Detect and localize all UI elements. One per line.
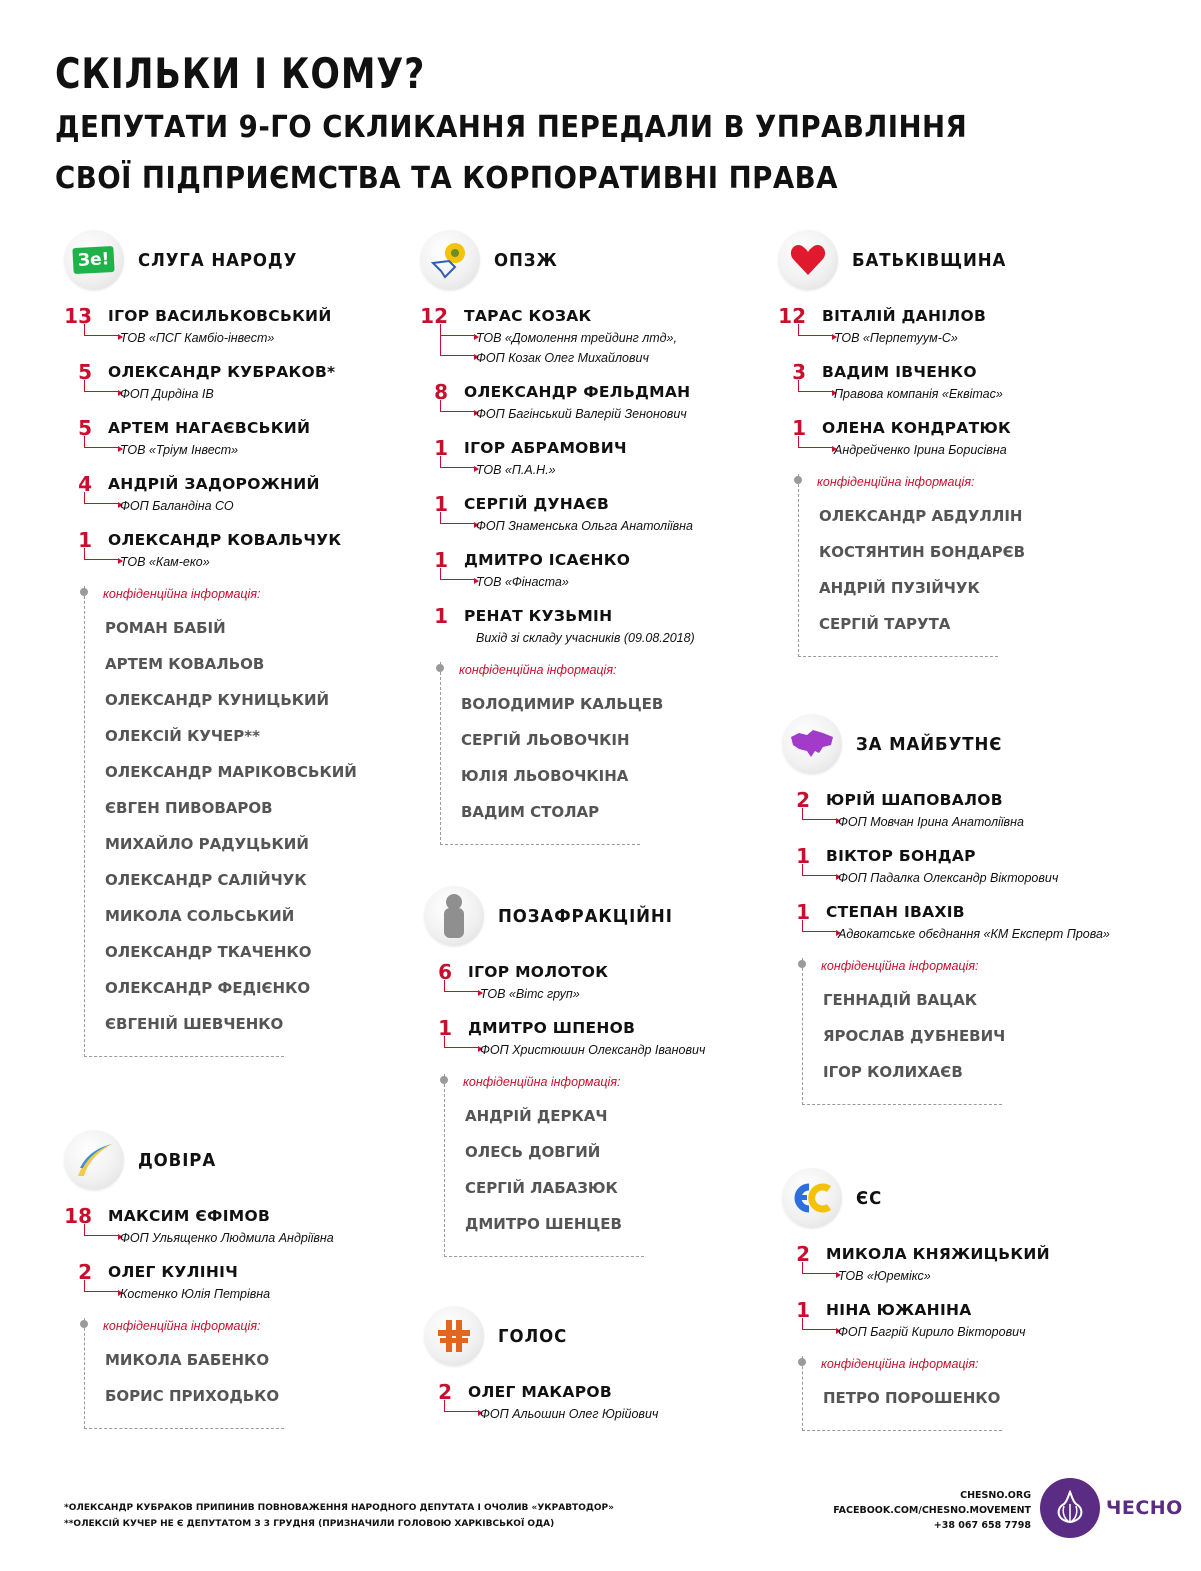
title-block bbox=[55, 48, 1047, 202]
company-name: Андрейченко Ірина Борисівна bbox=[834, 443, 1007, 457]
company-name: ФОП Козак Олег Михайлович bbox=[476, 351, 649, 365]
party-sluha-narodu bbox=[64, 228, 424, 1057]
deputy-entry bbox=[424, 1382, 784, 1424]
contacts bbox=[833, 1488, 1031, 1533]
footnotes bbox=[64, 1500, 614, 1532]
transfer-count: 3 bbox=[792, 360, 806, 384]
company-name: ТОВ «Перпетуум-С» bbox=[834, 331, 958, 345]
confidential-deputy-name: МИКОЛА БАБЕНКО bbox=[105, 1351, 270, 1369]
holos-hash-icon bbox=[424, 1306, 484, 1366]
confidential-deputy-name: ГЕННАДІЙ ВАЦАК bbox=[823, 991, 978, 1009]
transfer-count: 12 bbox=[420, 304, 448, 328]
deputy-name: СЕРГІЙ ДУНАЄВ bbox=[464, 495, 610, 513]
confidential-label: конфіденційна інформація: bbox=[459, 663, 617, 677]
company-name: Правова компанія «Еквітас» bbox=[834, 387, 1003, 401]
deputy-entry bbox=[420, 438, 780, 480]
page-subtitle-line-1: ДЕПУТАТИ 9-ГО СКЛИКАННЯ ПЕРЕДАЛИ В УПРАВЛІННЯ bbox=[55, 110, 968, 145]
company-name: ФОП Знаменська Ольга Анатоліївна bbox=[476, 519, 693, 533]
party-es bbox=[782, 1166, 1142, 1431]
deputy-entry bbox=[420, 494, 780, 536]
party-opzzh bbox=[420, 228, 780, 845]
deputy-name: ДМИТРО ШПЕНОВ bbox=[468, 1019, 636, 1037]
facebook-link[interactable]: FACEBOOK.COM/CHESNO.MOVEMENT bbox=[833, 1505, 1031, 1516]
confidential-deputy-name: ОЛЕКСАНДР АБДУЛЛІН bbox=[819, 507, 1023, 525]
company-name: ТОВ «Вітс груп» bbox=[480, 987, 580, 1001]
party-name: ЗА МАЙБУТНЄ bbox=[856, 733, 1003, 755]
confidential-deputy-name: МИКОЛА СОЛЬСЬКИЙ bbox=[105, 907, 295, 925]
footnote: *ОЛЕКСАНДР КУБРАКОВ ПРИПИНИВ ПОВНОВАЖЕННЯ НАРОДНОГО ДЕПУТАТА І ОЧОЛИВ «УКРАВТОДОР» bbox=[64, 1503, 614, 1513]
bullet-dot-icon bbox=[798, 960, 806, 968]
confidential-deputy-name: СЕРГІЙ ЛЬОВОЧКІН bbox=[461, 731, 630, 749]
confidential-deputy-name: БОРИС ПРИХОДЬКО bbox=[105, 1387, 280, 1405]
confidential-section bbox=[802, 958, 1006, 1105]
bullet-dot-icon bbox=[798, 1358, 806, 1366]
confidential-label: конфіденційна інформація: bbox=[821, 959, 979, 973]
footnote: **ОЛЕКСІЙ КУЧЕР НЕ Є ДЕПУТАТОМ З 3 ГРУДНЯ (ПРИЗНАЧИЛИ ГОЛОВОЮ ХАРКІВСЬКОЇ ОДА) bbox=[64, 1519, 555, 1529]
deputy-entry bbox=[424, 962, 784, 1004]
transfer-count: 1 bbox=[434, 604, 448, 628]
confidential-label: конфіденційна інформація: bbox=[817, 475, 975, 489]
confidential-section bbox=[84, 1318, 284, 1429]
company-name: ФОП Багінський Валерій Зенонович bbox=[476, 407, 687, 421]
deputy-entry bbox=[64, 1262, 424, 1304]
deputy-entry bbox=[420, 306, 780, 368]
website-link[interactable]: CHESNO.ORG bbox=[960, 1490, 1031, 1501]
transfer-count: 13 bbox=[64, 304, 92, 328]
confidential-deputy-name: АНДРІЙ ПУЗІЙЧУК bbox=[819, 579, 980, 597]
confidential-deputy-name: ОЛЕКСАНДР САЛІЙЧУК bbox=[105, 871, 307, 889]
transfer-count: 1 bbox=[792, 416, 806, 440]
deputy-entry bbox=[64, 418, 424, 460]
deputy-entry bbox=[782, 902, 1142, 944]
confidential-deputy-name: МИХАЙЛО РАДУЦЬКИЙ bbox=[105, 835, 309, 853]
sunflower-dove-icon bbox=[420, 230, 480, 290]
party-batkivshchyna bbox=[778, 228, 1138, 657]
deputy-entry bbox=[778, 306, 1138, 348]
confidential-deputy-name: ОЛЕКСАНДР МАРІКОВСЬКИЙ bbox=[105, 763, 357, 781]
transfer-count: 5 bbox=[78, 416, 92, 440]
company-name: ТОВ «П.А.Н.» bbox=[476, 463, 556, 477]
company-name: ФОП Ульященко Людмила Андріївна bbox=[120, 1231, 334, 1245]
confidential-label: конфіденційна інформація: bbox=[463, 1075, 621, 1089]
party-holos bbox=[424, 1304, 784, 1438]
confidential-label: конфіденційна інформація: bbox=[103, 587, 261, 601]
company-name: ТОВ «Юремікс» bbox=[838, 1269, 931, 1283]
confidential-deputy-name: СЕРГІЙ ТАРУТА bbox=[819, 615, 951, 633]
ze-logo-text: Зе! bbox=[73, 246, 116, 274]
confidential-section bbox=[798, 474, 1026, 657]
confidential-deputy-name: ПЕТРО ПОРОШЕНКО bbox=[823, 1389, 1001, 1407]
party-name: ЄС bbox=[856, 1187, 883, 1209]
heart-icon bbox=[778, 230, 838, 290]
transfer-count: 2 bbox=[78, 1260, 92, 1284]
party-name: ГОЛОС bbox=[498, 1325, 568, 1347]
party-pozafraktsiini bbox=[424, 884, 784, 1257]
confidential-label: конфіденційна інформація: bbox=[103, 1319, 261, 1333]
transfer-count: 6 bbox=[438, 960, 452, 984]
deputy-name: ВІКТОР БОНДАР bbox=[826, 847, 976, 865]
confidential-deputy-name: ЯРОСЛАВ ДУБНЕВИЧ bbox=[823, 1027, 1006, 1045]
company-name: Адвокатське обєднання «КМ Експерт Прова» bbox=[838, 927, 1110, 941]
company-name: ФОП Падалка Олександр Вікторович bbox=[838, 871, 1059, 885]
deputy-name: МИКОЛА КНЯЖИЦЬКИЙ bbox=[826, 1245, 1050, 1263]
deputy-entry bbox=[420, 550, 780, 592]
deputy-name: ОЛЕГ МАКАРОВ bbox=[468, 1383, 612, 1401]
deputy-name: АНДРІЙ ЗАДОРОЖНИЙ bbox=[108, 475, 320, 493]
transfer-count: 1 bbox=[78, 528, 92, 552]
deputy-name: МАКСИМ ЄФІМОВ bbox=[108, 1207, 271, 1225]
company-name: ТОВ «Фінаста» bbox=[476, 575, 569, 589]
confidential-deputy-name: ДМИТРО ШЕНЦЕВ bbox=[465, 1215, 622, 1233]
brand-name: ЧЕСНО bbox=[1106, 1497, 1183, 1519]
deputy-name: АРТЕМ НАГАЄВСЬКИЙ bbox=[108, 419, 311, 437]
confidential-section bbox=[802, 1356, 1002, 1431]
confidential-deputy-name: ЄВГЕНІЙ ШЕВЧЕНКО bbox=[105, 1015, 284, 1033]
deputy-name: РЕНАТ КУЗЬМІН bbox=[464, 607, 613, 625]
page-title: СКІЛЬКИ І КОМУ? bbox=[55, 49, 426, 98]
confidential-deputy-name: КОСТЯНТИН БОНДАРЄВ bbox=[819, 543, 1026, 561]
deputy-entry bbox=[64, 362, 424, 404]
deputy-name: ОЛЕНА КОНДРАТЮК bbox=[822, 419, 1011, 437]
transfer-count: 1 bbox=[438, 1016, 452, 1040]
bullet-dot-icon bbox=[794, 476, 802, 484]
deputy-entry bbox=[782, 1244, 1142, 1286]
confidential-deputy-name: ОЛЕКСІЙ КУЧЕР** bbox=[105, 727, 260, 745]
ukraine-map-icon bbox=[782, 714, 842, 774]
deputy-entry bbox=[420, 606, 780, 648]
company-name: ТОВ «Тріум Інвест» bbox=[120, 443, 239, 457]
party-name: ДОВІРА bbox=[138, 1149, 217, 1171]
garlic-logo-icon bbox=[1040, 1478, 1100, 1538]
es-logo-icon bbox=[782, 1168, 842, 1228]
deputy-name: ЮРІЙ ШАПОВАЛОВ bbox=[826, 791, 1003, 809]
transfer-count: 2 bbox=[796, 1242, 810, 1266]
deputy-entry bbox=[782, 846, 1142, 888]
transfer-count: 4 bbox=[78, 472, 92, 496]
deputy-entry bbox=[64, 474, 424, 516]
deputy-name: ТАРАС КОЗАК bbox=[464, 307, 592, 325]
bullet-dot-icon bbox=[80, 588, 88, 596]
confidential-section bbox=[84, 586, 357, 1057]
deputy-entry bbox=[782, 1300, 1142, 1342]
confidential-deputy-name: АРТЕМ КОВАЛЬОВ bbox=[105, 655, 265, 673]
confidential-deputy-name: ЄВГЕН ПИВОВАРОВ bbox=[105, 799, 273, 817]
bullet-dot-icon bbox=[440, 1076, 448, 1084]
deputy-name: СТЕПАН ІВАХІВ bbox=[826, 903, 965, 921]
deputy-entry bbox=[64, 530, 424, 572]
transfer-count: 1 bbox=[434, 436, 448, 460]
confidential-section bbox=[444, 1074, 644, 1257]
confidential-deputy-name: ІГОР КОЛИХАЄВ bbox=[823, 1063, 963, 1081]
page-subtitle-line-2: СВОЇ ПІДПРИЄМСТВА ТА КОРПОРАТИВНІ ПРАВА bbox=[55, 161, 838, 196]
confidential-deputy-name: ВОЛОДИМИР КАЛЬЦЕВ bbox=[461, 695, 664, 713]
company-name: ТОВ «Кам-еко» bbox=[120, 555, 210, 569]
transfer-count: 5 bbox=[78, 360, 92, 384]
confidential-deputy-name: СЕРГІЙ ЛАБАЗЮК bbox=[465, 1179, 618, 1197]
transfer-count: 18 bbox=[64, 1204, 92, 1228]
transfer-count: 1 bbox=[796, 900, 810, 924]
confidential-deputy-name: ЮЛІЯ ЛЬОВОЧКІНА bbox=[461, 767, 629, 785]
confidential-section bbox=[440, 662, 664, 845]
deputy-entry bbox=[420, 382, 780, 424]
deputy-entry bbox=[778, 362, 1138, 404]
transfer-count: 2 bbox=[796, 788, 810, 812]
confidential-deputy-name: АНДРІЙ ДЕРКАЧ bbox=[465, 1107, 608, 1125]
deputy-name: ОЛЕКСАНДР КУБРАКОВ* bbox=[108, 363, 336, 381]
confidential-deputy-name: ОЛЕКСАНДР ФЕДІЄНКО bbox=[105, 979, 311, 997]
deputy-name: ОЛЕКСАНДР ФЕЛЬДМАН bbox=[464, 383, 691, 401]
transfer-count: 1 bbox=[434, 492, 448, 516]
deputy-entry bbox=[64, 1206, 424, 1248]
deputy-name: ІГОР ВАСИЛЬКОВСЬКИЙ bbox=[108, 307, 332, 325]
deputy-entry bbox=[424, 1018, 784, 1060]
transfer-count: 1 bbox=[796, 1298, 810, 1322]
transfer-count: 12 bbox=[778, 304, 806, 328]
deputy-name: ІГОР АБРАМОВИЧ bbox=[464, 439, 627, 457]
company-name: Костенко Юлія Петрівна bbox=[120, 1287, 271, 1301]
ze-logo-icon bbox=[64, 230, 124, 290]
deputy-entry bbox=[778, 418, 1138, 460]
deputy-name: ДМИТРО ІСАЄНКО bbox=[464, 551, 631, 569]
deputy-name: ОЛЕКСАНДР КОВАЛЬЧУК bbox=[108, 531, 342, 549]
deputy-entry bbox=[64, 306, 424, 348]
bullet-dot-icon bbox=[80, 1320, 88, 1328]
dovira-swoosh-icon bbox=[64, 1130, 124, 1190]
company-name: ФОП Мовчан Ірина Анатоліївна bbox=[838, 815, 1024, 829]
confidential-deputy-name: РОМАН БАБІЙ bbox=[105, 619, 226, 637]
party-name: БАТЬКІВЩИНА bbox=[852, 249, 1007, 271]
confidential-deputy-name: ОЛЕКСАНДР КУНИЦЬКИЙ bbox=[105, 691, 330, 709]
deputy-name: ВАДИМ ІВЧЕНКО bbox=[822, 363, 977, 381]
deputy-entry bbox=[782, 790, 1142, 832]
transfer-count: 2 bbox=[438, 1380, 452, 1404]
company-name: Вихід зі складу учасників (09.08.2018) bbox=[476, 631, 695, 645]
party-name: ПОЗАФРАКЦІЙНІ bbox=[498, 905, 673, 927]
party-za-maibutnie bbox=[782, 712, 1142, 1105]
bullet-dot-icon bbox=[436, 664, 444, 672]
deputy-name: ОЛЕГ КУЛІНІЧ bbox=[108, 1263, 239, 1281]
company-name: ФОП Дирдіна ІВ bbox=[120, 387, 214, 401]
party-dovira bbox=[64, 1128, 424, 1429]
confidential-deputy-name: ОЛЕСЬ ДОВГИЙ bbox=[465, 1143, 601, 1161]
company-name: ФОП Альошин Олег Юрійович bbox=[480, 1407, 659, 1421]
company-name: ТОВ «Домолення трейдинг лтд», bbox=[476, 331, 677, 345]
transfer-count: 1 bbox=[434, 548, 448, 572]
party-name: СЛУГА НАРОДУ bbox=[138, 249, 298, 271]
company-name: ФОП Багрій Кирило Вікторович bbox=[838, 1325, 1026, 1339]
person-silhouette-icon bbox=[424, 886, 484, 946]
company-name: ФОП Христюшин Олександр Іванович bbox=[480, 1043, 706, 1057]
company-name: ФОП Баландіна СО bbox=[120, 499, 234, 513]
confidential-deputy-name: ВАДИМ СТОЛАР bbox=[461, 803, 600, 821]
deputy-name: ІГОР МОЛОТОК bbox=[468, 963, 609, 981]
deputy-name: НІНА ЮЖАНІНА bbox=[826, 1301, 972, 1319]
transfer-count: 8 bbox=[434, 380, 448, 404]
company-name: ТОВ «ПСГ Камбіо-інвест» bbox=[120, 331, 275, 345]
transfer-count: 1 bbox=[796, 844, 810, 868]
deputy-name: ВІТАЛІЙ ДАНІЛОВ bbox=[822, 307, 987, 325]
party-name: ОПЗЖ bbox=[494, 249, 558, 271]
phone-number: +38 067 658 7798 bbox=[933, 1520, 1031, 1531]
confidential-label: конфіденційна інформація: bbox=[821, 1357, 979, 1371]
confidential-deputy-name: ОЛЕКСАНДР ТКАЧЕНКО bbox=[105, 943, 312, 961]
